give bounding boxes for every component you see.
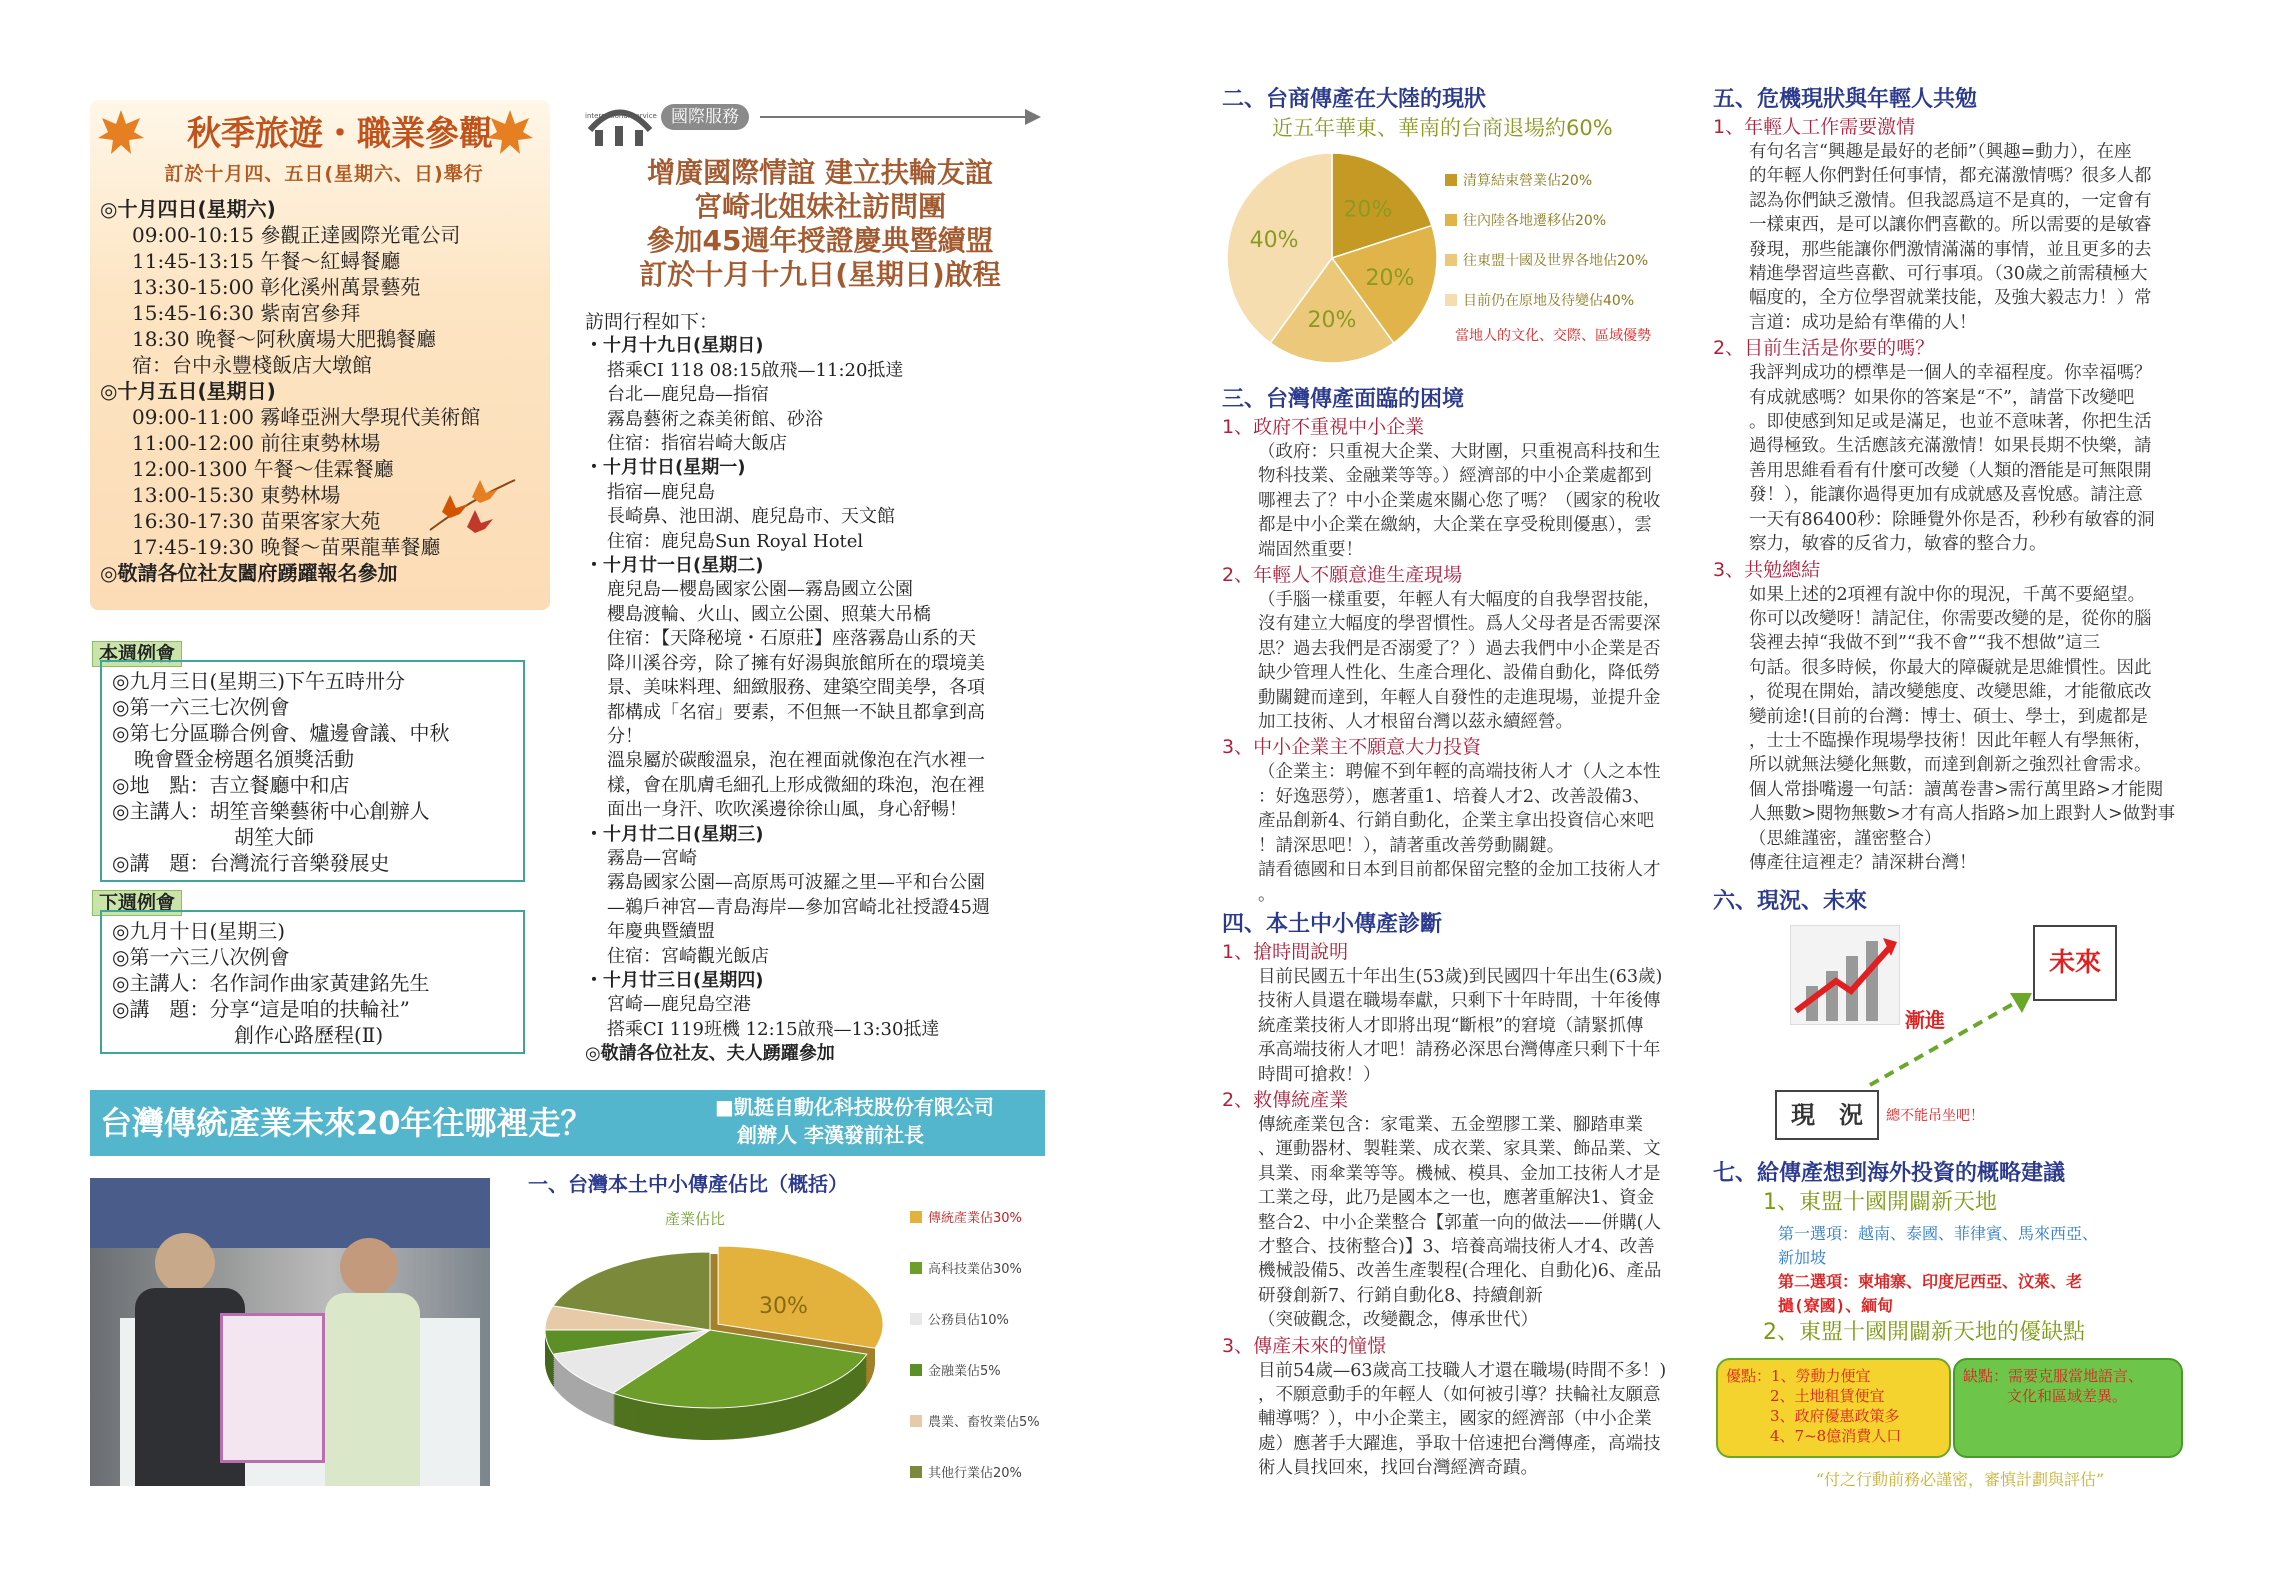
sub-heading: 2、救傳統產業 (1222, 1088, 1349, 1111)
schedule-item: 13:00-15:30 東勢林場 (132, 483, 341, 507)
paragraph-line: 整合2、中小企業整合【郭董一向的做法——併購(人 (1258, 1212, 1661, 1233)
option-1 (1713, 1218, 2203, 1270)
section-title: 四、本土中小傳產診斷 (1222, 911, 1443, 937)
itinerary-line: 面出一身汗、吹吹溪邊徐徐山風，身心舒暢！ (607, 799, 967, 821)
schedule-item: 16:30-17:30 苗栗客家大苑 (132, 509, 381, 533)
paragraph-line: 沒有建立大幅度的學習慣性。爲人父母者是否需要深 (1258, 614, 1661, 635)
next-week-box (100, 910, 525, 1054)
paragraph-line: ：好逸惡勞），應著重1、培養人才2、改善設備3、 (1258, 786, 1651, 807)
meeting-line: ◎第七分區聯合例會、爐邊會議、中秋 (112, 721, 450, 745)
paragraph-line: 目前54歲—63歲高工技職人才還在職場(時間不多！) (1258, 1360, 1667, 1381)
paragraph-line: （政府：只重視大企業、大財團，只重視高科技和生 (1258, 442, 1661, 462)
itinerary-line: 鹿兒島—櫻島國家公園—霧島國立公園 (607, 579, 913, 601)
meeting-line: ◎第一六三七次例會 (112, 695, 290, 719)
option-line: 第一選項：越南、泰國、菲律賓、馬來西亞、 (1778, 1224, 2099, 1243)
paragraph-line: 處）應著手大躍進，爭取十倍速把台灣傳產，高端技 (1258, 1433, 1661, 1454)
itinerary-line: 台北—鹿兒島—指宿 (607, 384, 769, 406)
presentation-photo (90, 1178, 490, 1486)
legend-item (910, 1261, 1022, 1279)
meeting-line: ◎第一六三八次例會 (112, 945, 290, 969)
gradual-label: 漸進 (1905, 1008, 1945, 1032)
legend-label: 高科技業佔30% (928, 1262, 1022, 1277)
headline-line: 增廣國際情誼 建立扶輪友誼 (647, 156, 993, 189)
schedule-item: 13:30-15:00 彰化溪州萬景藝苑 (132, 275, 421, 299)
paragraph-line: 言道：成功是給有準備的人！ (1749, 312, 1977, 333)
option-line: 第二選項：柬埔寨、印度尼西亞、汶萊、老 (1778, 1272, 2083, 1291)
itinerary-line: 住宿：指宿岩崎大飯店 (607, 433, 787, 455)
industry-share-pie-chart (520, 1230, 900, 1470)
option-2 (1713, 1270, 2203, 1318)
paragraph-line: （思維謹密，謹密整合） (1749, 828, 1942, 849)
person-head (340, 1238, 398, 1296)
person-head (155, 1233, 215, 1293)
paragraph-line: 句話。很多時候，你最大的障礙就是思維慣性。因此 (1749, 657, 2152, 678)
option-line: 撾(寮國)、緬甸 (1778, 1296, 1894, 1315)
schedule-item: 12:00-1300 午餐～佳霖餐廳 (132, 457, 394, 481)
schedule-item: 17:45-19:30 晚餐～苗栗龍華餐廳 (132, 535, 441, 559)
paragraph-line: 都是中小企業在繳納，大企業在享受稅則優惠），雲 (1258, 515, 1652, 536)
meeting-line: ◎主講人：胡笙音樂藝術中心創辦人 (112, 799, 430, 823)
headline-line: 宮崎北姐妹社訪問團 (693, 190, 946, 223)
intl-headline (585, 156, 1055, 292)
pie-data-label: 20% (1365, 265, 1415, 291)
pros-line: 3、政府優惠政策多 (1770, 1407, 1900, 1425)
present-note: 總不能吊坐吧！ (1886, 1108, 1984, 1124)
legend-item (910, 1414, 1040, 1432)
itinerary-intro: 訪問行程如下： (585, 311, 719, 333)
next-week-tag: 下週例會 (92, 890, 182, 916)
itinerary-line: 住宿：【天降秘境・石原莊】座落霧島山系的天 (607, 628, 976, 650)
cons-box (1953, 1358, 2183, 1458)
paragraph-line: ，不願意動手的年輕人（如何被引導？扶輪社友願意 (1258, 1385, 1661, 1405)
pros-line: 2、土地租賃便宜 (1770, 1387, 1885, 1405)
sub-heading: 2、目前生活是你要的嗎？ (1713, 337, 1935, 360)
banner-author (715, 1093, 994, 1149)
pie-data-label: 20% (1307, 307, 1357, 333)
paragraph-line: 思？過去我們是否溺愛了？）過去我們中小企業是否 (1258, 638, 1661, 659)
paragraph-line: 袋裡去掉“我做不到”“我不會”“我不想做”這三 (1749, 633, 2101, 654)
sub-heading: 3、傳產未來的憧憬 (1222, 1334, 1387, 1357)
itinerary-date: ・十月廿日(星期一) (585, 457, 746, 479)
schedule-item: 18:30 晚餐～阿秋廣場大肥鵝餐廳 (132, 327, 436, 351)
chart1-section-title: 一、台灣本土中小傳產佔比（概括） (528, 1172, 848, 1196)
paragraph-line: 請看德國和日本到目前都保留完整的金加工技術人才 (1258, 860, 1661, 881)
schedule-item: 11:45-13:15 午餐～紅蟳餐廳 (132, 249, 401, 273)
paragraph-line: 加工技術、人才根留台灣以茲永續經營。 (1258, 712, 1573, 733)
pros-line: 優點：1、勞動力便宜 (1726, 1367, 1871, 1385)
arrow-right-icon (1025, 109, 1041, 125)
paragraph-line: 認為你們缺乏激情。但我認爲這不是真的，一定會有 (1749, 190, 2152, 211)
dashed-arrow-icon (1860, 985, 2040, 1095)
legend-swatch (910, 1364, 922, 1376)
paragraph-line: 如果上述的2項裡有說中你的現況，千萬不要絕望。 (1749, 584, 2146, 605)
banner-pennant (220, 1313, 325, 1463)
legend-swatch (1445, 174, 1457, 186)
feature-banner (90, 1090, 1045, 1156)
paragraph-line: 精進學習這些喜歡、可行事項。（30歲之前需積極大 (1749, 264, 2148, 285)
paragraph-line: 人無數>閱物無數>才有高人指路>加上跟對人>做對事 (1749, 804, 2176, 825)
paragraph-line: 機械設備5、改善生產製程(合理化、自動化)6、產品 (1258, 1261, 1662, 1282)
header-rule (760, 116, 1030, 118)
pie-data-label: 30% (758, 1293, 808, 1319)
this-week-box (100, 660, 525, 882)
sub-heading: 1、政府不重視中小企業 (1222, 416, 1425, 438)
footer-quote: “付之行動前務必謹密，審慎計劃與評估” (1815, 1470, 2105, 1489)
paragraph-line: 個人常掛嘴邊一句話：讀萬卷書>需行萬里路>才能閱 (1749, 779, 2164, 800)
paragraph-line: 哪裡去了？中小企業處來關心您了嗎？（國家的稅收 (1258, 490, 1661, 511)
legend-item (1445, 172, 1592, 190)
chart2-legend (1445, 172, 1695, 352)
itinerary-line: 年慶典暨續盟 (607, 921, 715, 943)
paragraph-line: （突破觀念，改變觀念，傳承世代） (1258, 1310, 1538, 1331)
paragraph-line: 幅度的，全方位學習就業技能，及強大毅志力！）常 (1749, 288, 2152, 309)
autumn-title: 秋季旅遊・職業參觀 (187, 114, 493, 154)
headline-line: 參加45週年授證慶典暨續盟 (646, 224, 994, 257)
paragraph-line: 你可以改變呀！請記住，你需要改變的是，從你的腦 (1749, 608, 2152, 629)
autumn-trip-box (90, 100, 550, 610)
itinerary-date: ・十月廿一日(星期二) (585, 555, 764, 577)
cons-line: 文化和區域差異。 (2007, 1387, 2128, 1405)
headline-line: 訂於十月十九日(星期日)啟程 (639, 258, 1001, 291)
cons-line: 缺點：需要克服當地語言、 (1963, 1367, 2144, 1385)
paragraph-line: 輔導嗎？），中小企業主，國家的經濟部（中小企業 (1258, 1409, 1652, 1430)
taiwan-business-exit-pie-chart (1222, 148, 1442, 368)
legend-label: 往內陸各地遷移佔20% (1463, 213, 1607, 229)
section-subtitle: 近五年華東、華南的台商退場約60% (1272, 116, 1613, 140)
itinerary-line: 長崎鼻、池田湖、鹿兒島市、天文館 (607, 506, 895, 528)
paragraph-line: 。 (1258, 884, 1276, 905)
paragraph-line: 統產業技術人才即將出現“斷根”的窘境（請緊抓傳 (1258, 1015, 1644, 1036)
itinerary-line: 溫泉屬於碳酸溫泉，泡在裡面就像泡在汽水裡一 (607, 750, 985, 772)
legend-item (910, 1363, 1001, 1381)
section-2 (1222, 86, 1692, 142)
itinerary-line: 搭乘CI 119班機 12:15啟飛—13:30抵達 (607, 1018, 940, 1040)
autumn-closing: ◎敬請各位社友闔府踴躍報名參加 (100, 561, 398, 585)
paragraph-line: ，士士不臨操作現場學技術！因此年輕人有學無術， (1749, 730, 2152, 751)
paragraph-line: 動關鍵而達到，年輕人自發性的走進現場，並提升金 (1258, 687, 1661, 708)
option-line: 新加坡 (1778, 1248, 1827, 1267)
itinerary-line: 搭乘CI 118 08:15啟飛—11:20抵達 (607, 359, 904, 381)
itinerary-line: 景、美味料理、細緻服務、建築空間美學，各項 (607, 677, 985, 699)
legend-label: 傳統產業佔30% (928, 1211, 1022, 1226)
itinerary-line: 櫻島渡輪、火山、國立公園、照葉大吊橋 (607, 603, 931, 625)
meeting-line: ◎主講人：名作詞作曲家黃建銘先生 (112, 971, 430, 995)
paragraph-line: 有句名言“興趣是最好的老師”（興趣=動力），在座 (1749, 142, 2132, 162)
schedule-item: 09:00-10:15 參觀正達國際光電公司 (132, 223, 461, 247)
schedule-item: 11:00-12:00 前往東勢林場 (132, 431, 381, 455)
legend-item (1445, 292, 1634, 310)
paragraph-line: 察力，敏睿的反省力，敏睿的整合力。 (1749, 534, 2047, 555)
meeting-line: 胡笙大師 (234, 825, 314, 849)
chart1-title: 產業佔比 (665, 1210, 726, 1228)
paragraph-line: 研發創新7、行銷自動化8、持續創新 (1258, 1285, 1543, 1306)
itinerary-line: 分！ (607, 725, 643, 747)
founder-name: 創辦人 李漢發前社長 (737, 1123, 924, 1147)
paragraph-line: 承高端技術人才吧！請務必深思台灣傳產只剩下十年 (1258, 1040, 1661, 1061)
this-week-tag: 本週例會 (92, 641, 182, 667)
paragraph-line: 目前民國五十年出生(53歲)到民國四十年出生(63歲) (1258, 966, 1663, 987)
sub-heading: 3、共勉總結 (1713, 558, 1821, 581)
logo-text: international service (585, 112, 657, 120)
paragraph-line: 發現，那些能讓你們激情滿滿的事情，並且更多的去 (1749, 239, 2152, 260)
photo-backdrop (90, 1178, 490, 1248)
paragraph-line: 有成就感嗎？如果你的答案是“不”，請當下改變吧 (1749, 387, 2135, 408)
chart1-legend (910, 1210, 1050, 1500)
paragraph-line: 產品創新4、行銷自動化，企業主拿出投資信心來吧 (1258, 811, 1655, 832)
itinerary-line: 霧島—宮崎 (607, 847, 697, 869)
sub-heading: 3、中小企業主不願意大力投資 (1222, 736, 1482, 759)
banner-title: 台灣傳統產業未來20年往哪裡走？ (100, 1104, 593, 1142)
itinerary (585, 310, 1055, 1067)
paragraph-line: 變前途!(目前的台灣：博士、碩士、學士，到處都是 (1749, 706, 2148, 727)
paragraph-line: 、運動器材、製鞋業、成衣業、家具業、飾品業、文 (1258, 1139, 1661, 1160)
section-7 (1713, 1160, 2203, 1348)
chart-note: 當地人的文化、交際、區域優勢 (1455, 328, 1651, 344)
paragraph-line: 我評判成功的標準是一個人的幸福程度。你幸福嗎？ (1749, 363, 2152, 384)
itinerary-line: 住宿：鹿兒島Sun Royal Hotel (607, 530, 864, 552)
itinerary-line: 都構成「名宿」要素，不但無一不缺且都拿到高 (607, 701, 985, 723)
pros-line: 4、7~8億消費人口 (1770, 1427, 1902, 1445)
schedule-item: 15:45-16:30 紫南宮參拜 (132, 301, 361, 325)
paragraph-line: 端固然重要！ (1258, 539, 1363, 560)
future-box: 未來 (2033, 925, 2117, 1001)
legend-item (1445, 212, 1606, 230)
autumn-subtitle: 訂於十月四、五日(星期六、日)舉行 (164, 163, 484, 185)
legend-swatch (1445, 254, 1457, 266)
paragraph-line: 的年輕人你們對任何事情，都充滿激情嗎？很多人都 (1749, 166, 2152, 187)
itinerary-line: 降川溪谷旁，除了擁有好湯與旅館所在的環境美 (607, 652, 985, 674)
column-4 (1713, 86, 2183, 875)
meeting-line: ◎講 題：台灣流行音樂發展史 (112, 851, 390, 875)
paragraph-line: 物科技業、金融業等等。）經濟部的中小企業處都到 (1258, 466, 1652, 487)
paragraph-line: 一天有86400秒：除睡覺外你是否，秒秒有敏睿的洞 (1749, 509, 2155, 530)
legend-item (910, 1210, 1022, 1228)
paragraph-line: 缺少管理人性化、生產合理化、設備自動化，降低勞 (1258, 663, 1661, 684)
legend-swatch (910, 1211, 922, 1223)
company-name: ■凱挺自動化科技股份有限公司 (715, 1095, 994, 1119)
paragraph-line: 時間可搶救！） (1258, 1064, 1381, 1085)
sub-heading: 1、搶時間說明 (1222, 940, 1349, 963)
schedule-item: 09:00-11:00 霧峰亞洲大學現代美術館 (132, 405, 481, 429)
legend-swatch (1445, 214, 1457, 226)
itinerary-line: 指宿—鹿兒島 (607, 481, 715, 503)
section-title: 三、台灣傳產面臨的困境 (1222, 387, 1465, 412)
legend-swatch (910, 1313, 922, 1325)
itinerary-closing: ◎敬請各位社友、夫人踴躍參加 (585, 1043, 835, 1065)
legend-label: 公務員佔10% (928, 1313, 1009, 1328)
itinerary-line: 住宿：宮崎觀光飯店 (607, 945, 769, 967)
pie-data-label: 20% (1343, 197, 1393, 223)
paragraph-line: 所以就無法變化無數，而達到創新之強烈社會需求。 (1749, 755, 2152, 776)
legend-label: 農業、畜牧業佔5% (928, 1415, 1040, 1430)
paragraph-line: 善用思維看看有什麼可改變（人類的潛能是可無限開 (1749, 460, 2152, 481)
paragraph-line: 術人員找回來，找回台灣經濟奇蹟。 (1258, 1458, 1538, 1479)
section-title: 二、台商傳產在大陸的現狀 (1222, 87, 1487, 112)
legend-label: 金融業佔5% (928, 1364, 1001, 1379)
legend-swatch (910, 1466, 922, 1478)
legend-label: 目前仍在原地及待變佔40% (1463, 293, 1635, 309)
legend-label: 往東盟十國及世界各地佔20% (1463, 253, 1649, 269)
legend-label: 其他行業佔20% (928, 1466, 1022, 1481)
itinerary-date: ・十月廿二日(星期三) (585, 823, 764, 845)
paragraph-line: 發！），能讓你過得更加有成就感及喜悅感。請注意 (1749, 485, 2143, 506)
meeting-line: ◎九月十日(星期三) (112, 919, 286, 943)
autumn-schedule (100, 196, 540, 586)
paragraph-line: 傳統產業包含：家電業、五金塑膠工業、腳踏車業 (1258, 1114, 1643, 1135)
sub-heading: 2、年輕人不願意進生產現場 (1222, 564, 1463, 587)
legend-swatch (1445, 294, 1457, 306)
sub-heading: 1、年輕人工作需要激情 (1713, 116, 1916, 138)
day-heading: ◎十月五日(星期日) (100, 379, 276, 403)
person-body (325, 1293, 420, 1486)
meeting-line: 創作心路歷程(Ⅱ) (234, 1023, 384, 1047)
pros-box (1716, 1358, 1951, 1458)
paragraph-line: （企業主：聘僱不到年輕的高端技術人才（人之本性 (1258, 762, 1661, 783)
section-title: 七、給傳產想到海外投資的概略建議 (1713, 1161, 2066, 1186)
meeting-line: ◎九月三日(星期三)下午五時卅分 (112, 669, 406, 693)
sub-heading: 1、東盟十國開闢新天地 (1763, 1190, 1997, 1215)
paragraph-line: 才整合、技術整合)】3、培養高端技術人才4、改善 (1258, 1236, 1655, 1257)
legend-item (910, 1465, 1022, 1483)
intl-badge: 國際服務 (661, 104, 749, 130)
legend-label: 清算結束營業佔20% (1463, 173, 1593, 189)
legend-item (910, 1312, 1009, 1330)
paragraph-line: 過得極致。生活應該充滿激情！如果長期不快樂，請 (1749, 436, 2152, 457)
section-title: 五、危機現狀與年輕人共勉 (1713, 87, 1978, 112)
paragraph-line: 具業、雨傘業等等。機械、模具、金加工技術人才是 (1258, 1163, 1661, 1184)
meeting-line: ◎地 點：吉立餐廳中和店 (112, 773, 350, 797)
paragraph-line: ！請深思吧！），請著重改善勞動關鍵。 (1258, 835, 1565, 856)
sub-heading: 2、東盟十國開闢新天地的優缺點 (1763, 1320, 2085, 1345)
itinerary-line: 霧島藝術之森美術館、砂浴 (607, 408, 823, 430)
paragraph-line: 工業之母，此乃是國本之一也，應著重解決1、資金 (1258, 1188, 1655, 1209)
itinerary-line: 霧島國家公園—高原馬可波羅之里—平和台公園 (607, 872, 985, 894)
present-box: 現 況 (1775, 1090, 1879, 1140)
legend-swatch (910, 1262, 922, 1274)
itinerary-line: —鵜戶神宮—青島海岸—參加宮崎北社授證45週 (607, 896, 990, 918)
paragraph-line: 一樣東西，是可以讓你們喜歡的。所以需要的是敏睿 (1749, 215, 2152, 236)
itinerary-date: ・十月廿三日(星期四) (585, 969, 764, 991)
column-3 (1222, 386, 1692, 1481)
itinerary-line: 宮崎—鹿兒島空港 (607, 994, 751, 1016)
intl-header (585, 90, 1055, 150)
day-heading: ◎十月四日(星期六) (100, 197, 276, 221)
pie-data-label: 40% (1249, 228, 1299, 254)
paragraph-line: 技術人員還在職場奉獻，只剩下十年時間，十年後傳 (1258, 991, 1661, 1012)
meeting-line: ◎講 題：分享“這是咱的扶輪社” (112, 997, 410, 1021)
legend-item (1445, 252, 1648, 270)
legend-swatch (910, 1415, 922, 1427)
meeting-line: 晚會暨金榜題名頒獎活動 (134, 747, 354, 771)
schedule-item: 宿：台中永豐棧飯店大墩館 (132, 353, 372, 377)
paragraph-line: ，從現在開始，請改變態度、改變思維，才能徹底改 (1749, 682, 2152, 703)
paragraph-line: 傳產往這裡走？請深耕台灣！ (1749, 852, 1977, 873)
section-title: 六、現況、未來 (1713, 889, 1868, 914)
paragraph-line: 。即使感到知足或是滿足，也並不意味著，你把生活 (1749, 412, 2152, 433)
itinerary-date: ・十月十九日(星期日) (585, 335, 764, 357)
itinerary-line: 樣，會在肌膚毛細孔上形成微細的珠泡，泡在裡 (607, 774, 985, 796)
paragraph-line: （手腦一樣重要，年輕人有大幅度的自我學習技能， (1258, 590, 1661, 611)
